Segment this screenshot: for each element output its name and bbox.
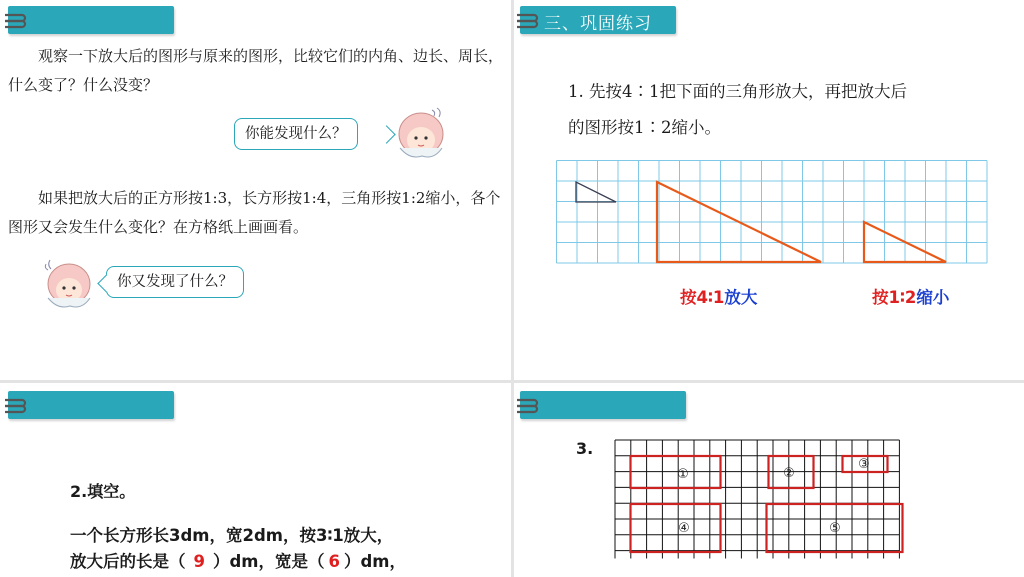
speech-bubble-again [106,266,244,298]
speech-bubble-text: 你能发现什么？ [245,126,347,142]
section-banner [520,391,686,419]
cartoon-child-icon [392,104,450,162]
fill-blank-heading: 2.填空。 [70,482,136,501]
caption-ratio: 4∶1 [696,288,725,307]
binder-rings-icon [2,10,32,32]
question-line-2 [70,549,406,575]
section-banner [520,6,676,34]
question-text: ）dm，宽是（ [212,552,325,571]
paragraph-observe: 观察一下放大后的图形与原来的图形，比较它们的内角、边长、周长，什么变了？什么没变？ [8,47,504,94]
rect-label-2: ② [783,466,795,481]
slide-panel-4 [514,383,1024,577]
question-text: ）dm， [343,552,406,571]
answer-length: 9 [193,552,205,571]
caption-prefix: 按 [680,288,697,307]
caption-suffix: 缩小 [916,288,950,307]
problem-text [568,74,907,146]
question-line-1: 一个长方形长3dm，宽2dm，按3∶1放大， [70,526,394,545]
caption-ratio: 1∶2 [888,288,917,307]
original-triangle [576,182,616,202]
problem-line-1: 1. 先按4∶1把下面的三角形放大，再把放大后 [568,82,907,101]
section-banner [8,391,174,419]
exercise-number: 3. [576,439,594,458]
cartoon-child-icon-2 [40,256,98,314]
paragraph-shrink: 如果把放大后的正方形按1:3，长方形按1:4，三角形按1:2缩小，各个图形又会发生什么变化？在方格纸上画画看。 [8,189,501,236]
grid-paper [556,160,988,266]
question-text: 放大后的长是（ [70,552,186,571]
rect-label-5: ⑤ [829,521,841,536]
speech-bubble-text: 你又发现了什么？ [117,274,233,290]
rect-4 [631,504,721,552]
section-banner [8,6,174,34]
grid-paper-2 [610,437,906,561]
binder-rings-icon [2,395,32,417]
slide-panel-2 [514,0,1024,380]
binder-rings-icon [514,10,544,32]
fill-blank-question [70,523,406,575]
caption-prefix: 按 [872,288,889,307]
caption-enlarge [680,284,757,308]
problem-line-2: 的图形按1∶2缩小。 [568,118,721,137]
speech-bubble-discover [234,118,358,150]
rect-label-4: ④ [678,521,690,536]
slide-panel-1 [0,0,511,380]
binder-rings-icon [514,395,544,417]
answer-width: 6 [328,552,340,571]
caption-shrink [872,284,949,308]
section-title: 三、巩固练习 [544,14,652,34]
rect-label-1: ① [677,467,689,482]
slide-panel-3 [0,383,511,577]
caption-suffix: 放大 [724,288,758,307]
rect-label-3: ③ [858,457,870,472]
